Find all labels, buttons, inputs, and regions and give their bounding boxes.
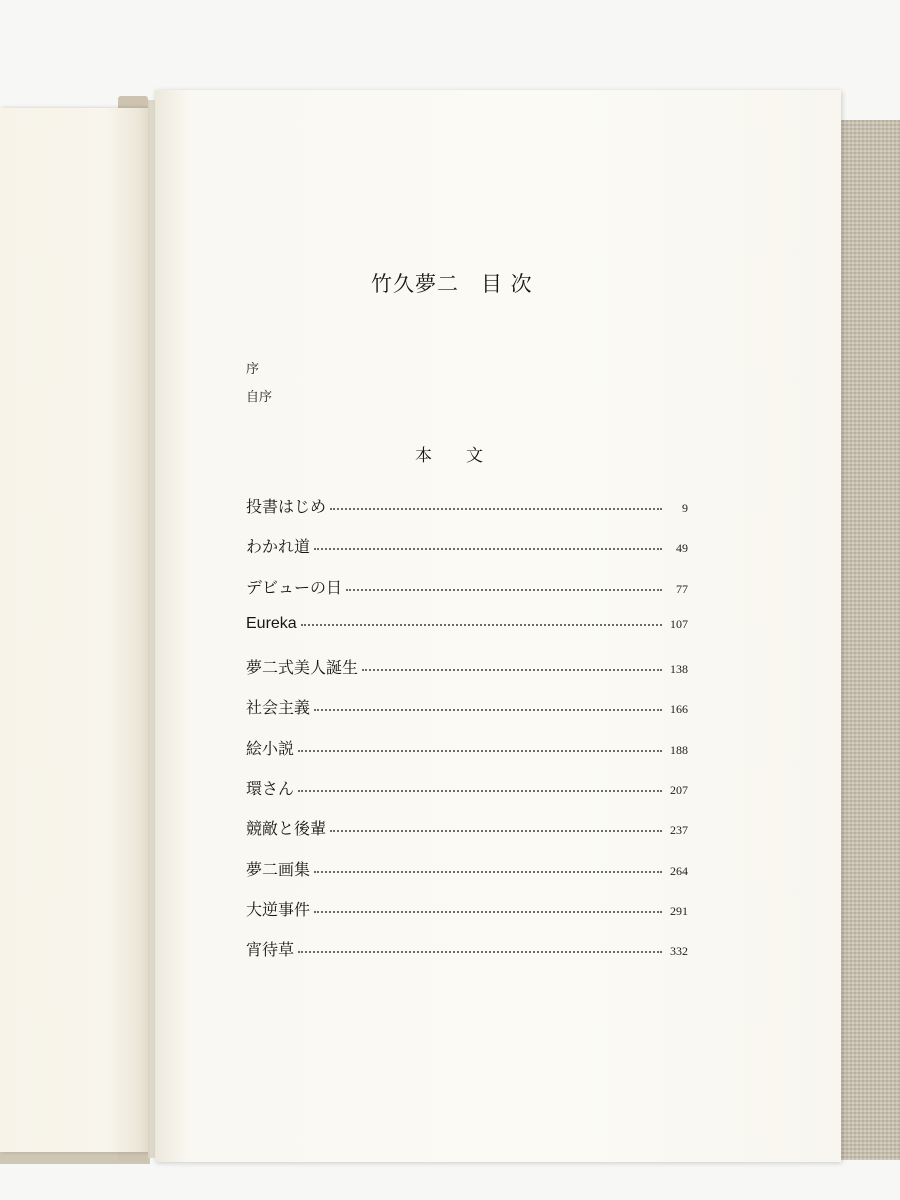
toc-entry-title: 環さん [246, 779, 295, 799]
toc-entry [246, 736, 688, 776]
toc-entry [246, 776, 688, 816]
toc-entry [246, 897, 688, 937]
toc-entry [246, 816, 688, 856]
toc-leader-dots [330, 507, 662, 510]
toc-leader-dots [362, 668, 662, 671]
toc-leader-dots [298, 789, 662, 792]
toc-entry [246, 575, 688, 615]
toc-entry-page-number: 264 [670, 863, 688, 878]
toc-entry-title: 絵小説 [246, 738, 295, 758]
section-heading: 本 文 [415, 446, 483, 466]
toc-leader-dots [301, 623, 662, 626]
table-of-contents [246, 494, 688, 978]
preface-item: 序 [246, 362, 260, 377]
toc-entry [246, 695, 688, 735]
toc-leader-dots [298, 749, 662, 752]
toc-entry-title: 投書はじめ [246, 497, 327, 516]
toc-entry-title: 夢二式美人誕生 [246, 658, 359, 678]
toc-entry-page-number: 49 [676, 541, 688, 556]
toc-leader-dots [298, 950, 662, 953]
left-page [0, 108, 152, 1152]
toc-entry-page-number: 166 [670, 702, 688, 717]
toc-entry [246, 937, 688, 977]
toc-entry-title: 競敵と後輩 [246, 819, 327, 839]
toc-entry-title: わかれ道 [246, 537, 311, 557]
toc-entry-page-number: 291 [670, 903, 688, 918]
toc-entry [246, 494, 688, 534]
toc-entry-title: 社会主義 [246, 698, 311, 718]
toc-leader-dots [314, 708, 662, 711]
toc-entry [246, 857, 688, 897]
toc-entry-title: 宵待草 [246, 940, 295, 960]
toc-leader-dots [314, 870, 662, 873]
toc-leader-dots [346, 588, 662, 591]
toc-entry-page-number: 207 [670, 783, 688, 798]
toc-entry-title: 夢二画集 [246, 859, 311, 879]
toc-entry-page-number: 77 [676, 581, 688, 596]
toc-entry-page-number: 332 [670, 944, 688, 959]
page-title: 竹久夢二 目 次 [371, 272, 533, 296]
toc-entry-page-number: 188 [670, 742, 688, 757]
preface-item: 自序 [246, 390, 273, 405]
toc-entry-title: デビューの日 [246, 577, 343, 597]
toc-entry-title: Eureka [246, 614, 297, 632]
toc-entry [246, 615, 688, 655]
toc-leader-dots [314, 547, 662, 550]
toc-entry-title: 大逆事件 [246, 899, 311, 919]
toc-entry [246, 534, 688, 574]
toc-entry-page-number: 9 [682, 501, 688, 515]
toc-entry-page-number: 107 [670, 616, 688, 631]
toc-entry-page-number: 138 [670, 662, 688, 677]
toc-leader-dots [330, 829, 662, 832]
toc-entry [246, 655, 688, 695]
toc-entry-page-number: 237 [670, 823, 688, 838]
toc-leader-dots [314, 910, 662, 913]
book-cover-right [836, 120, 900, 1160]
